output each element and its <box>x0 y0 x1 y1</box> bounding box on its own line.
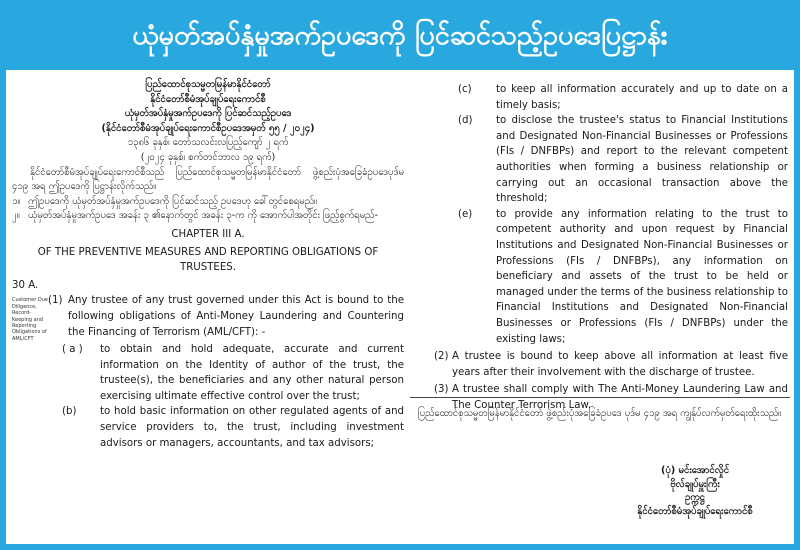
section-body <box>48 293 404 451</box>
chapter-subtitle: OF THE PREVENTIVE MEASURES AND REPORTING OBLIGATIONS OF TRUSTEES. <box>37 246 379 274</box>
sub-2-label: (2) <box>434 351 449 363</box>
item-b-text: to hold basic information on other regulated agents of and service providers to, the trust, including investment advisors or managers, accountants, and tax advisors; <box>100 406 404 449</box>
sub-3-text: A trustee shall comply with The Anti-Money Laundering Law and The Counter Terrorism Law. <box>452 384 788 411</box>
item-a <box>62 342 404 404</box>
heading-line-1: ပြည်ထောင်စုသမ္မတမြန်မာနိုင်ငံတော် <box>145 79 271 90</box>
sub-2-text: A trustee is bound to keep above all information at least five years after their involvement with the discharge of trustee. <box>452 351 788 378</box>
item-e-label: (e) <box>458 208 473 220</box>
heading-line-6: (၂၀၂၄ ခုနှစ်၊ စက်တင်ဘာလ ၁၉ ရက်) <box>140 151 276 163</box>
sub-3-label: (3) <box>434 384 449 396</box>
signature-line-4: နိုင်ငံတော်စီမံအုပ်ချုပ်ရေးကောင်စီ <box>637 505 753 517</box>
clause-1-num: ၁။ <box>12 195 21 207</box>
divider <box>410 397 790 398</box>
heading-line-5: ၁၃၈၆ ခုနှစ်၊ တော်သလင်းလပြည့်ကျော် ၂ ရက် <box>127 137 289 149</box>
item-a-text: to obtain and hold adequate, accurate and current information on the Identity of author of the trust, the trustee(s), the beneficiaries and any other natural person exercising ultimate effective control over the trust; <box>100 344 404 402</box>
sub-1-label: (1) <box>48 295 63 307</box>
signature-line-2: ဗိုလ်ချုပ်မှူးကြီး <box>670 478 720 490</box>
item-a-label: ( a ) <box>62 344 83 356</box>
item-b-label: (b) <box>62 406 77 418</box>
left-column <box>12 78 404 451</box>
chapter-title: CHAPTER III A. <box>171 228 245 240</box>
right-column <box>410 82 788 413</box>
item-b <box>62 404 404 451</box>
side-note: Customer Due Diligence, Record-Keeping and Reporting Obligations of AML/CFT <box>12 297 48 342</box>
signature-line-1: (ပုံ) မင်းအောင်လှိုင် <box>660 465 730 476</box>
banner <box>6 6 794 70</box>
clause-1 <box>12 195 404 210</box>
item-d <box>458 113 788 207</box>
clause-2-text: ယုံမှတ်အပ်နှံမှုအက်ဥပဒေ အခန်း ၃ ၏နောက်တွင် အခန်း ၃-က ကို အောက်ပါအတိုင်း ဖြည့်စွက်ရမည်- <box>28 210 378 222</box>
banner-title: ယုံမှတ်အပ်နှံမှုအက်ဥပဒေကို ပြင်ဆင်သည့်ဥပဒေပြဋ္ဌာန်း <box>132 20 668 51</box>
item-e-text: to provide any information relating to the trust to competent authority and upon request by Financial Institutions and Designated Non-Financial Businesses or Professions (FIs / DNFBPs), any information on beneficiary and assets of the trust to be held or managed under the terms of the business relationship to Financial Institutions and Designated Non-Financial Businesses or Professions (FIs / DNFBPs) under the existing laws; <box>496 208 788 345</box>
heading-line-3: ယုံမှတ်အပ်နှံမှုအက်ဥပဒေကို ပြင်ဆင်သည့်ဥပဒေ <box>124 108 292 120</box>
law-heading <box>12 78 404 166</box>
heading-line-2: နိုင်ငံတော်စီမံအုပ်ချုပ်ရေးကောင်စီ <box>150 93 266 105</box>
sub-1-text: Any trustee of any trust governed under this Act is bound to the following obligations of Anti-Money Laundering and Countering the Financing of Terrorism (AML/CFT): - <box>68 295 404 338</box>
sub-2 <box>434 349 788 380</box>
signature-line-3: ဥက္ကဋ္ဌ <box>685 492 705 503</box>
heading-line-4: (နိုင်ငံတော်စီမံအုပ်ချုပ်ရေးကောင်စီဥပဒေအမှတ် ၅၅ / ၂၀၂၄) <box>101 122 315 134</box>
item-c <box>458 82 788 113</box>
clause-1-text: ဤဥပဒေကို ယုံမှတ်အပ်နှံမှုအက်ဥပဒေကို ပြင်ဆင်သည့် ဥပဒေဟု ခေါ်တွင်စေရမည်။ <box>28 195 317 207</box>
item-d-label: (d) <box>458 115 473 127</box>
item-c-label: (c) <box>458 84 472 95</box>
section-30a <box>12 293 404 451</box>
item-d-text: to disclose the trustee's status to Financial Institutions and Designated Non-Financial Businesses or Professions (FIs / DNFBPs) and report to the relevant competent authorities when forming a business relationship or carrying out an occasional transaction above the threshold; <box>496 115 788 205</box>
sub-1 <box>48 293 404 340</box>
item-e <box>458 207 788 347</box>
preamble: နိုင်ငံတော်စီမံအုပ်ချုပ်ရေးကောင်စီသည် ပြည်ထောင်စုသမ္မတမြန်မာနိုင်ငံတော် ဖွဲ့စည်းပုံအခြေခံဥပဒေပုဒ်မ ၄၁၉ အရ ဤဥပဒေကို ပြဋ္ဌာန်းလိုက်သည်။ <box>12 166 404 193</box>
clause-2 <box>12 209 404 224</box>
clause-2-num: ၂။ <box>12 210 20 222</box>
signature-block <box>610 464 780 518</box>
item-c-text: to keep all information accurately and up to date on a timely basis; <box>496 84 788 111</box>
section-number: 30 A. <box>12 279 39 291</box>
decree-text: ပြည်ထောင်စုသမ္မတမြန်မာနိုင်ငံတော် ဖွဲ့စည်းပုံအခြေခံဥပဒေ ပုဒ်မ ၄၁၉ အရ ကျွန်ုပ်လက်မှတ်ရေးထိုးသည်။ <box>418 408 782 419</box>
